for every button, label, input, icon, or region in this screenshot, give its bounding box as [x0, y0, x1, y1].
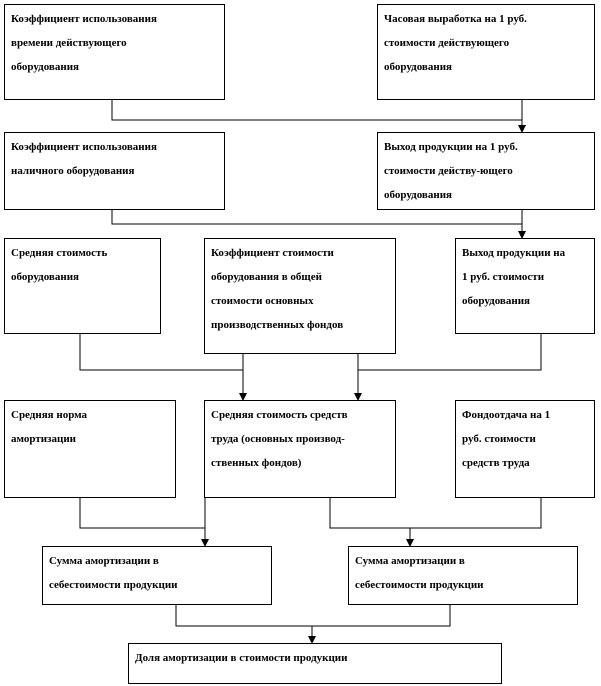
box-line: Доля амортизации в стоимости продукции — [135, 652, 348, 664]
box-line: 1 руб. стоимости — [462, 271, 545, 283]
box-line: ственных фондов) — [211, 457, 302, 469]
box-depreciation-in-cost-right — [348, 546, 578, 605]
box-average-depreciation-rate — [4, 400, 176, 498]
box-line: оборудования — [11, 271, 79, 283]
box-line: труда (основных производ- — [211, 433, 345, 445]
box-depreciation-in-cost-left — [42, 546, 272, 605]
box-line: Коэффициент использования — [11, 13, 157, 25]
box-line: Средняя стоимость средств — [211, 409, 348, 421]
box-output-per-active-equipment — [377, 132, 595, 210]
box-equipment-cost-coefficient — [204, 238, 396, 354]
box-line: себестоимости продукции — [355, 579, 484, 591]
box-hourly-output — [377, 4, 595, 100]
box-line: амортизации — [11, 433, 76, 445]
connector-b11-b13 — [176, 605, 450, 626]
connector-b3-b7 — [112, 210, 522, 224]
box-available-equipment-utilization — [4, 132, 225, 210]
box-line: Средняя норма — [11, 409, 88, 421]
box-line: Сумма амортизации в — [355, 555, 465, 567]
box-line: Коэффициент стоимости — [211, 247, 334, 259]
box-line: стоимости действующего — [384, 37, 510, 49]
box-line: наличного оборудования — [11, 165, 135, 177]
connector-b8-b11 — [80, 498, 205, 528]
box-output-per-equipment — [455, 238, 595, 334]
box-equipment-time-utilization — [4, 4, 225, 100]
connector-b9-b12 — [330, 498, 410, 528]
box-depreciation-share — [128, 643, 502, 684]
box-line: стоимости действу-ющего — [384, 165, 513, 177]
box-line: оборудования — [11, 61, 79, 73]
box-line: оборудования — [384, 189, 452, 201]
box-line: оборудования — [462, 295, 530, 307]
box-line: Выход продукции на — [462, 247, 566, 259]
connector-b10-b12 — [410, 498, 541, 528]
box-average-fixed-assets-cost — [204, 400, 396, 498]
connector-b1-b4 — [112, 100, 522, 120]
box-line: Часовая выработка на 1 руб. — [384, 13, 527, 25]
box-line: оборудования в общей — [211, 271, 322, 283]
box-capital-productivity — [455, 400, 595, 498]
box-line: руб. стоимости — [462, 433, 536, 445]
box-line: Выход продукции на 1 руб. — [384, 141, 518, 153]
box-average-equipment-cost — [4, 238, 161, 334]
box-line: средств труда — [462, 457, 530, 469]
box-line: Средняя стоимость — [11, 247, 108, 259]
box-line: себестоимости продукции — [49, 579, 178, 591]
box-line: Коэффициент использования — [11, 141, 157, 153]
box-line: производственных фондов — [211, 319, 344, 331]
box-line: времени действующего — [11, 37, 127, 49]
box-line: стоимости основных — [211, 295, 314, 307]
box-line: оборудования — [384, 61, 452, 73]
box-line: Сумма амортизации в — [49, 555, 159, 567]
box-line: Фондоотдача на 1 — [462, 409, 551, 421]
